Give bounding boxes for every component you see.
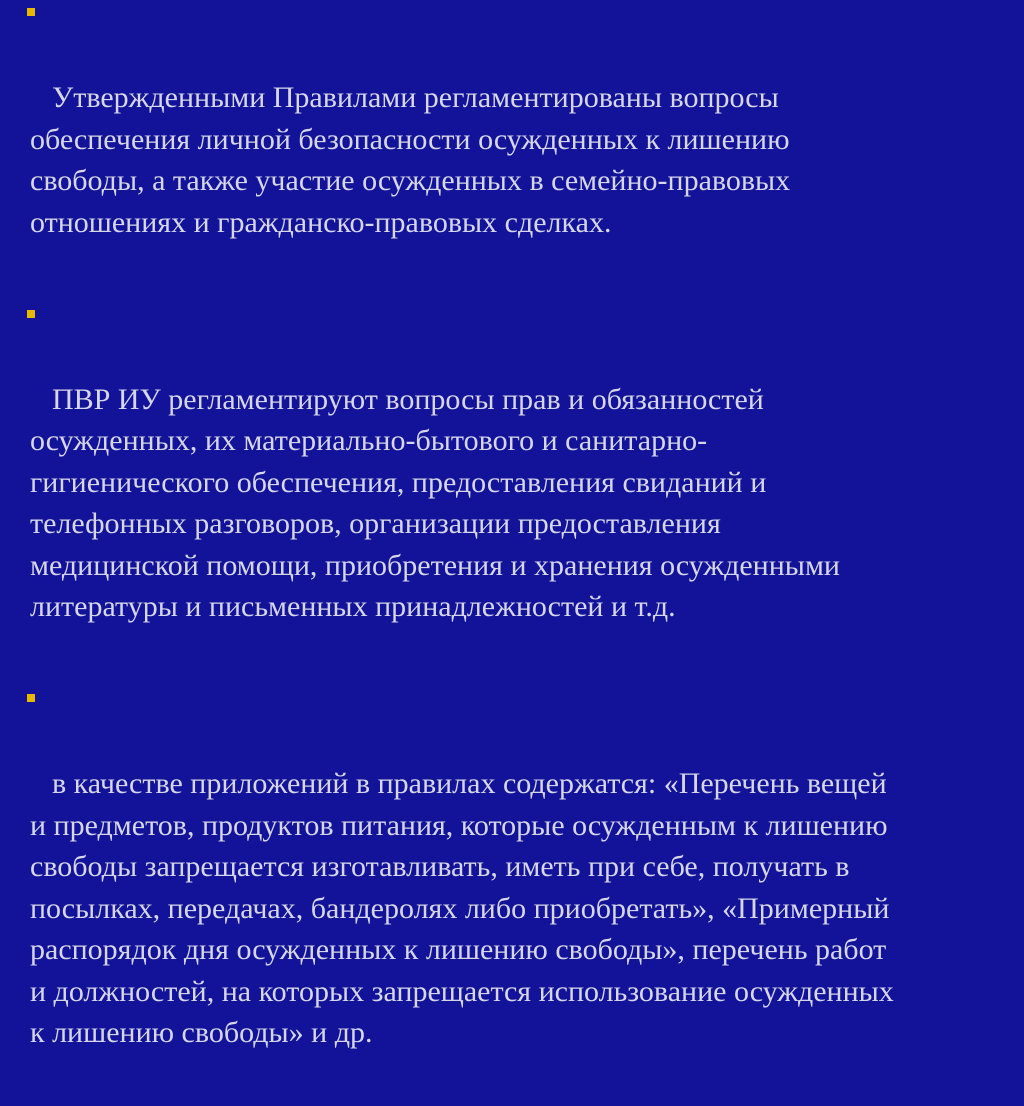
square-bullet-icon <box>27 8 35 16</box>
bullet-text: в качестве приложений в правилах содержатся: «Перечень вещей и предметов, продуктов питания, которые осужденным к лишению свободы запрещается изготавливать, иметь при себе, получать в посылках, передачах, бандеролях либо приобретать», «Примерный распорядок дня осужденных к лишению свободы», перечень работ и должностей, на которых запрещается использование осужденных к лишению свободы» и др. <box>30 767 894 1049</box>
bullet-item-2 <box>30 296 1015 670</box>
bullet-item-1 <box>30 0 1015 285</box>
bullet-list <box>30 0 1015 1106</box>
bullet-text: ПВР ИУ регламентируют вопросы прав и обязанностей осужденных, их материально-бытового и санитарно- гигиенического обеспечения, предоставления свиданий и телефонных разговоров, организации предоставления медицинской помощи, приобретения и хранения осужденными литературы и письменных принадлежностей и т.д. <box>30 382 840 623</box>
bullet-text: Утвержденными Правилами регламентированы вопросы обеспечения личной безопасности осужденных к лишению свободы, а также участие осужденных в семейно-правовых отношениях и гражданско-правовых сделках. <box>30 81 791 239</box>
square-bullet-icon <box>27 694 35 702</box>
square-bullet-icon <box>27 310 35 318</box>
bullet-item-3 <box>30 680 1015 1095</box>
